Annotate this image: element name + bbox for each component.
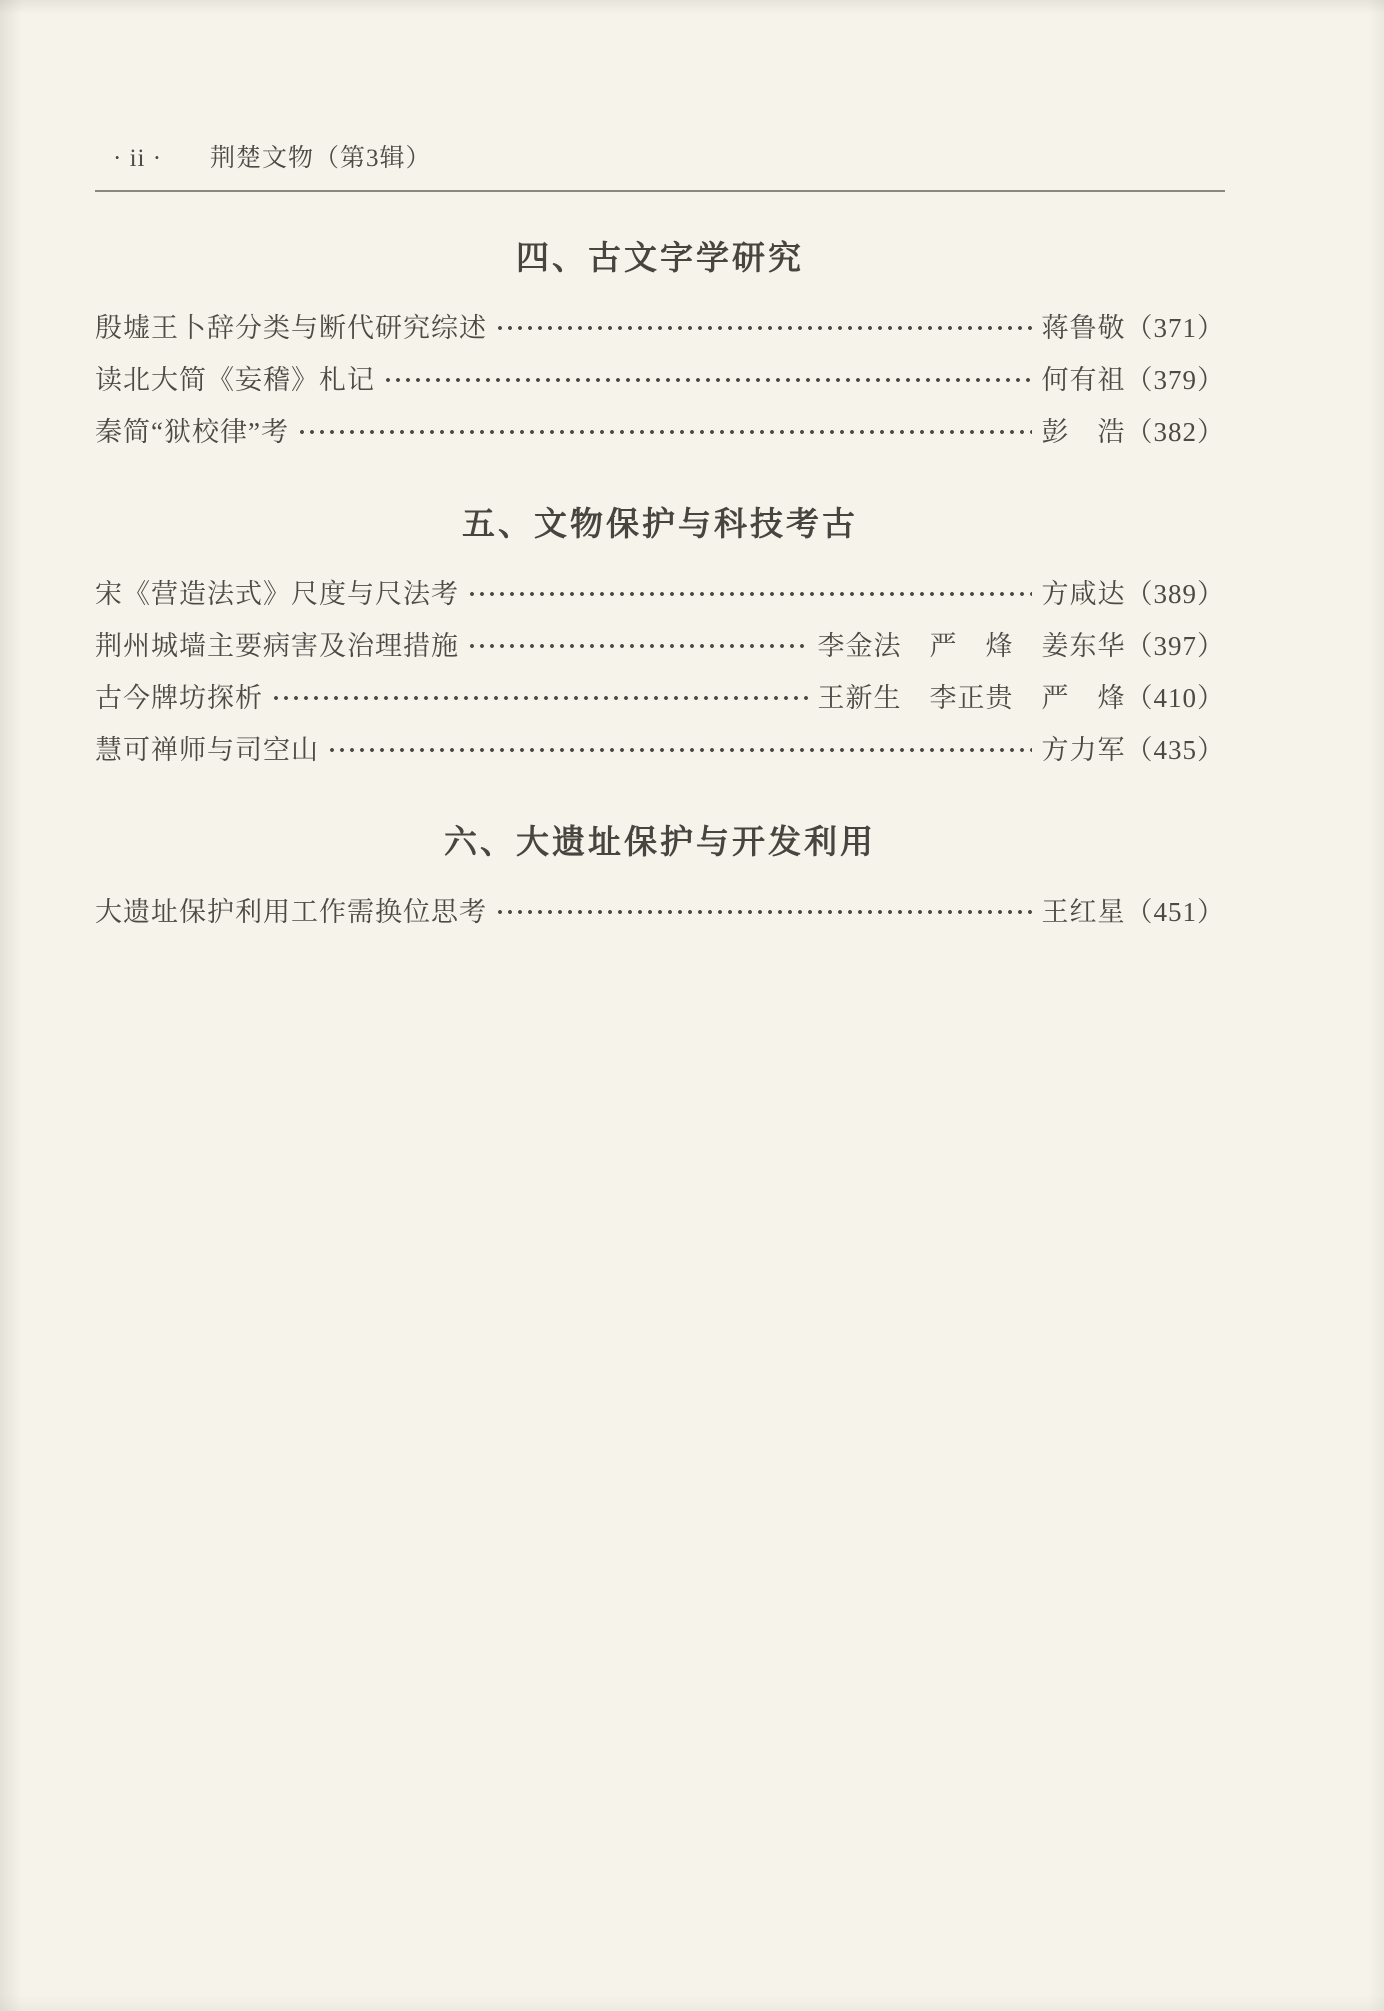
entry-page-number: （435） xyxy=(1125,735,1225,765)
entry-authors: 李金法 严 烽 姜东华 xyxy=(817,631,1126,661)
entry-title: 慧可禅师与司空山 xyxy=(95,735,319,765)
toc-section xyxy=(95,236,1225,458)
entry-title: 大遗址保护利用工作需换位思考 xyxy=(95,897,487,927)
folio-marker: · ii · xyxy=(113,145,163,172)
entry-authors: 方咸达 xyxy=(1041,579,1126,609)
entry-authors: 蒋鲁敬 xyxy=(1041,313,1126,343)
section-heading: 六、大遗址保护与开发利用 xyxy=(444,823,876,860)
toc-entry xyxy=(95,672,1225,724)
running-head xyxy=(95,138,1225,192)
entry-authors: 彭 浩 xyxy=(1041,417,1126,447)
section-heading: 五、文物保护与科技考古 xyxy=(462,505,858,542)
dot-leader xyxy=(467,588,1032,600)
header-rule xyxy=(95,190,1225,192)
entry-title: 读北大简《妄稽》札记 xyxy=(95,365,375,395)
dot-leader xyxy=(467,640,808,652)
toc-entry xyxy=(95,302,1225,354)
entry-authors: 王新生 李正贵 严 烽 xyxy=(817,683,1126,713)
entry-page-number: （379） xyxy=(1125,365,1225,395)
entry-authors: 方力军 xyxy=(1041,735,1126,765)
toc-entry xyxy=(95,724,1225,776)
entry-authors: 王红星 xyxy=(1041,897,1126,927)
dot-leader xyxy=(383,374,1032,386)
book-title: 荆楚文物（第3辑） xyxy=(210,145,432,172)
page-content xyxy=(95,138,1225,938)
toc-section xyxy=(95,502,1225,776)
toc-entry xyxy=(95,620,1225,672)
entry-page-number: （451） xyxy=(1125,897,1225,927)
section-entries xyxy=(95,886,1225,938)
toc-entry xyxy=(95,354,1225,406)
section-entries xyxy=(95,302,1225,458)
toc-entry xyxy=(95,568,1225,620)
toc-section xyxy=(95,820,1225,938)
table-of-contents xyxy=(95,236,1225,938)
entry-page-number: （371） xyxy=(1125,313,1225,343)
entry-authors: 何有祖 xyxy=(1041,365,1126,395)
dot-leader xyxy=(297,426,1032,438)
dot-leader xyxy=(327,744,1032,756)
section-heading: 四、古文字学研究 xyxy=(516,239,804,276)
entry-page-number: （397） xyxy=(1125,631,1225,661)
entry-title: 秦简“狱校律”考 xyxy=(95,417,289,447)
entry-title: 荆州城墙主要病害及治理措施 xyxy=(95,631,459,661)
entry-page-number: （382） xyxy=(1125,417,1225,447)
entry-page-number: （410） xyxy=(1125,683,1225,713)
dot-leader xyxy=(495,322,1032,334)
entry-title: 宋《营造法式》尺度与尺法考 xyxy=(95,579,459,609)
entry-title: 古今牌坊探析 xyxy=(95,683,263,713)
dot-leader xyxy=(271,692,808,704)
dot-leader xyxy=(495,906,1032,918)
toc-entry xyxy=(95,886,1225,938)
section-entries xyxy=(95,568,1225,776)
toc-entry xyxy=(95,406,1225,458)
entry-page-number: （389） xyxy=(1125,579,1225,609)
entry-title: 殷墟王卜辞分类与断代研究综述 xyxy=(95,313,487,343)
